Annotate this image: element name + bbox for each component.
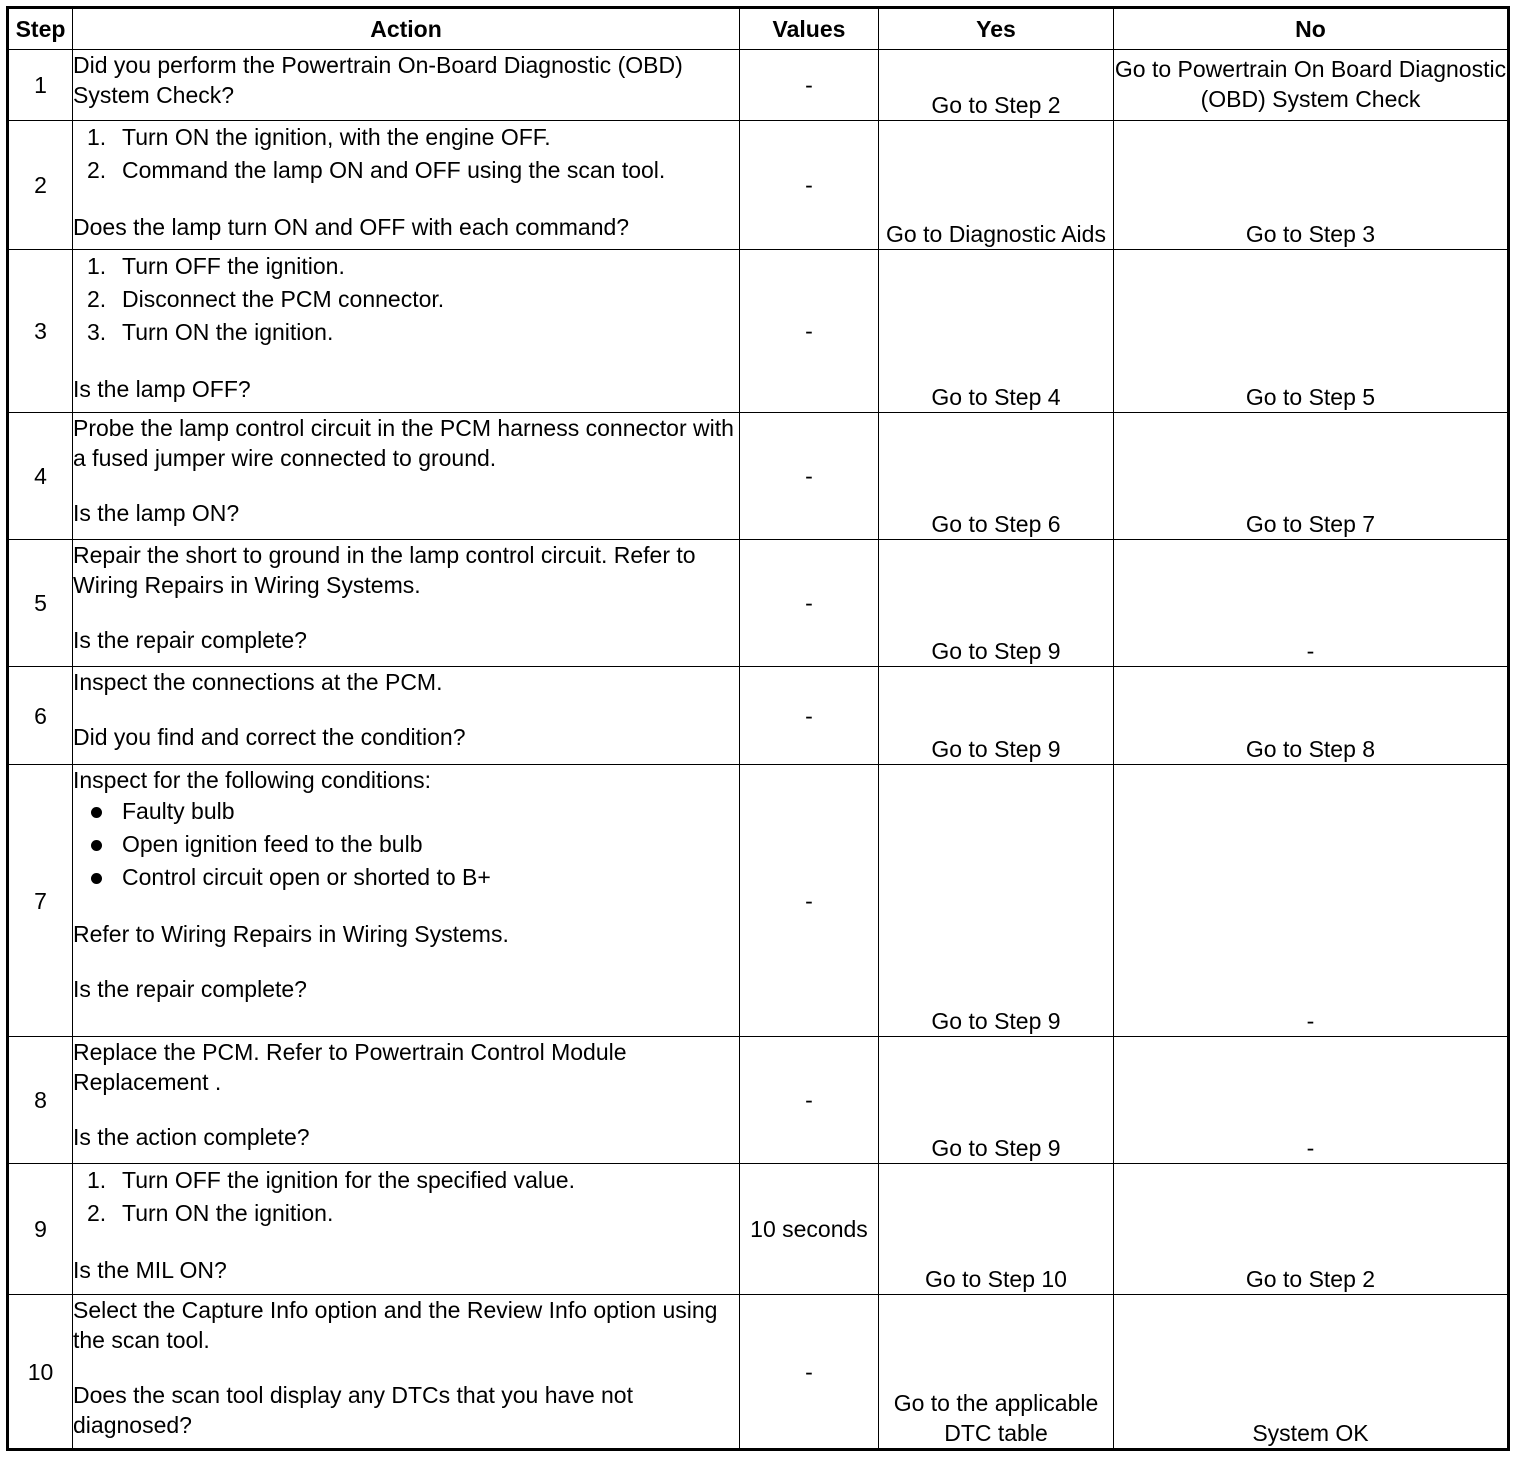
step-number: 4 xyxy=(8,413,73,540)
yes-cell: Go to Diagnostic Aids xyxy=(879,121,1114,250)
values-cell: - xyxy=(740,250,879,413)
header-no: No xyxy=(1114,8,1509,50)
action-cell xyxy=(73,1037,740,1164)
step-number: 8 xyxy=(8,1037,73,1164)
list-item: 3. Turn ON the ignition. xyxy=(87,319,334,345)
no-cell: Go to Step 2 xyxy=(1114,1164,1509,1295)
action-refer: Refer to Wiring Repairs in Wiring Systems. xyxy=(73,921,509,947)
action-text: Did you perform the Powertrain On-Board Diagnostic (OBD) System Check? xyxy=(73,52,683,108)
action-cell xyxy=(73,413,740,540)
no-cell: Go to Step 8 xyxy=(1114,667,1509,765)
action-text: Probe the lamp control circuit in the PCM harness connector with a fused jumper wire connected to ground. xyxy=(73,415,734,471)
action-cell xyxy=(73,121,740,250)
header-row xyxy=(8,8,1509,50)
action-question: Is the repair complete? xyxy=(73,976,307,1002)
condition-list xyxy=(73,795,739,894)
list-item: 2. Disconnect the PCM connector. xyxy=(87,286,445,312)
table-row xyxy=(8,121,1509,250)
yes-cell: Go to Step 9 xyxy=(879,667,1114,765)
action-question: Is the repair complete? xyxy=(73,627,307,653)
action-question: Is the lamp ON? xyxy=(73,500,240,526)
list-item: Faulty bulb xyxy=(73,795,739,828)
yes-cell: Go to Step 9 xyxy=(879,765,1114,1037)
action-cell xyxy=(73,540,740,667)
values-cell: 10 seconds xyxy=(740,1164,879,1295)
table-row xyxy=(8,667,1509,765)
step-number: 9 xyxy=(8,1164,73,1295)
table-row xyxy=(8,765,1509,1037)
action-text: Repair the short to ground in the lamp control circuit. Refer to Wiring Repairs in Wiring Systems. xyxy=(73,542,696,598)
action-text: Inspect for the following conditions: xyxy=(73,767,431,793)
step-number: 5 xyxy=(8,540,73,667)
yes-cell: Go to Step 4 xyxy=(879,250,1114,413)
yes-cell: Go to Step 6 xyxy=(879,413,1114,540)
no-cell: Go to Step 5 xyxy=(1114,250,1509,413)
diagnostic-table xyxy=(6,6,1510,1451)
header-yes: Yes xyxy=(879,8,1114,50)
table-row xyxy=(8,1164,1509,1295)
action-cell xyxy=(73,765,740,1037)
table-row xyxy=(8,1295,1509,1450)
values-cell: - xyxy=(740,121,879,250)
table-row xyxy=(8,250,1509,413)
list-item: 1. Turn ON the ignition, with the engine OFF. xyxy=(87,124,551,150)
step-number: 10 xyxy=(8,1295,73,1450)
header-values: Values xyxy=(740,8,879,50)
no-cell: Go to Powertrain On Board Diagnostic (OBD) System Check xyxy=(1114,50,1509,121)
action-cell xyxy=(73,1164,740,1295)
table-row xyxy=(8,540,1509,667)
action-text: Replace the PCM. Refer to Powertrain Control Module Replacement . xyxy=(73,1039,627,1095)
yes-cell: Go to Step 9 xyxy=(879,1037,1114,1164)
action-question: Is the MIL ON? xyxy=(73,1257,227,1283)
header-step: Step xyxy=(8,8,73,50)
values-cell: - xyxy=(740,765,879,1037)
action-cell xyxy=(73,1295,740,1450)
values-cell: - xyxy=(740,1295,879,1450)
list-item: Open ignition feed to the bulb xyxy=(73,828,739,861)
yes-cell: Go to the applicable DTC table xyxy=(879,1295,1114,1450)
no-cell: - xyxy=(1114,540,1509,667)
list-item: Control circuit open or shorted to B+ xyxy=(73,861,739,894)
step-number: 3 xyxy=(8,250,73,413)
action-cell xyxy=(73,50,740,121)
action-question: Does the scan tool display any DTCs that you have not diagnosed? xyxy=(73,1382,633,1438)
list-item: 2. Turn ON the ignition. xyxy=(87,1200,334,1226)
no-cell: System OK xyxy=(1114,1295,1509,1450)
action-question: Is the lamp OFF? xyxy=(73,376,251,402)
table-row xyxy=(8,50,1509,121)
values-cell: - xyxy=(740,540,879,667)
table-row xyxy=(8,413,1509,540)
list-item: 1. Turn OFF the ignition. xyxy=(87,253,345,279)
action-steps xyxy=(73,121,739,187)
values-cell: - xyxy=(740,667,879,765)
header-action: Action xyxy=(73,8,740,50)
action-steps xyxy=(73,250,739,349)
action-cell xyxy=(73,250,740,413)
no-cell: Go to Step 7 xyxy=(1114,413,1509,540)
yes-cell: Go to Step 10 xyxy=(879,1164,1114,1295)
table-row xyxy=(8,1037,1509,1164)
no-cell: - xyxy=(1114,1037,1509,1164)
yes-cell: Go to Step 9 xyxy=(879,540,1114,667)
list-item: 1. Turn OFF the ignition for the specified value. xyxy=(87,1167,575,1193)
values-cell: - xyxy=(740,50,879,121)
action-text: Select the Capture Info option and the Review Info option using the scan tool. xyxy=(73,1297,718,1353)
action-question: Does the lamp turn ON and OFF with each command? xyxy=(73,214,630,240)
list-item: 2. Command the lamp ON and OFF using the scan tool. xyxy=(87,157,666,183)
action-question: Is the action complete? xyxy=(73,1124,310,1150)
action-text: Inspect the connections at the PCM. xyxy=(73,669,443,695)
no-cell: - xyxy=(1114,765,1509,1037)
action-steps xyxy=(73,1164,739,1230)
step-number: 6 xyxy=(8,667,73,765)
step-number: 7 xyxy=(8,765,73,1037)
no-cell: Go to Step 3 xyxy=(1114,121,1509,250)
step-number: 2 xyxy=(8,121,73,250)
values-cell: - xyxy=(740,1037,879,1164)
values-cell: - xyxy=(740,413,879,540)
action-question: Did you find and correct the condition? xyxy=(73,724,466,750)
step-number: 1 xyxy=(8,50,73,121)
action-cell xyxy=(73,667,740,765)
yes-cell: Go to Step 2 xyxy=(879,50,1114,121)
